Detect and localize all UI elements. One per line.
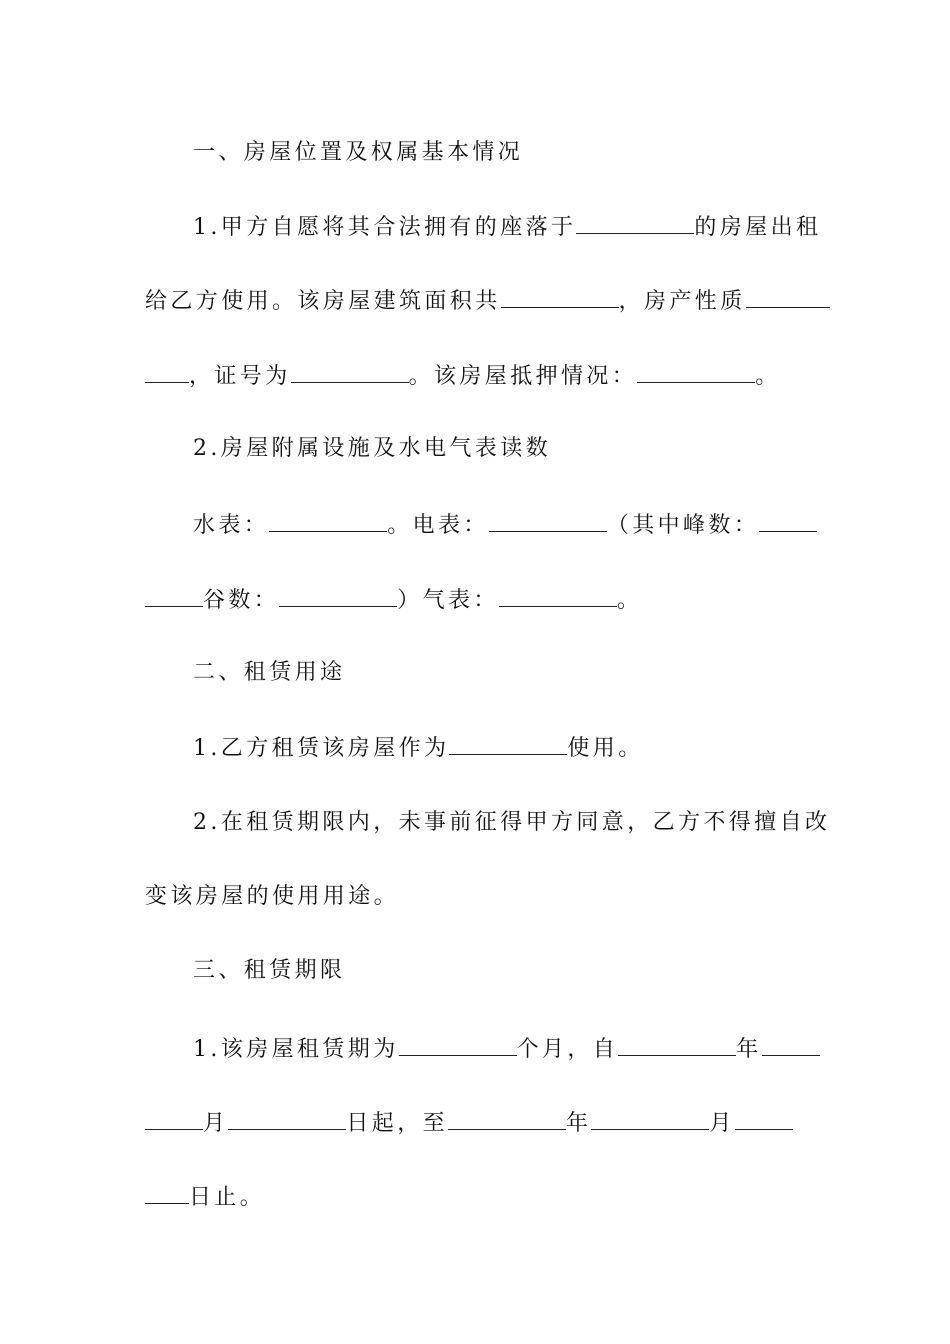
text-span: 1.该房屋租赁期为 [193, 1037, 399, 1062]
text-span: 日起，至 [346, 1111, 449, 1136]
fill-in-blank[interactable] [291, 360, 409, 383]
fill-in-blank[interactable] [637, 360, 755, 383]
text-span: 月 [203, 1111, 229, 1136]
fill-in-blank[interactable] [759, 509, 817, 532]
paragraph-line [145, 285, 830, 317]
paragraph-line [145, 1107, 793, 1139]
text-span: 。该房屋抵押情况： [408, 364, 638, 389]
text-span: 年 [566, 1111, 592, 1136]
fill-in-blank[interactable] [449, 732, 567, 755]
section-heading-property-location: 一、房屋位置及权属基本情况 [193, 140, 524, 165]
text-span: 的房屋出租 [694, 215, 822, 240]
paragraph-line [145, 1181, 265, 1213]
paragraph-line: 2.房屋附属设施及水电气表读数 [193, 436, 551, 461]
text-span: 。 [755, 364, 781, 389]
fill-in-blank[interactable] [145, 360, 189, 383]
fill-in-blank[interactable] [489, 509, 607, 532]
fill-in-blank[interactable] [501, 285, 619, 308]
text-span: 。电表： [387, 513, 489, 538]
paragraph-line [193, 211, 821, 243]
fill-in-blank[interactable] [746, 285, 830, 308]
text-span: 日止。 [189, 1185, 266, 1210]
text-span: 。 [616, 588, 643, 613]
text-span: 给乙方使用。该房屋建筑面积共 [145, 289, 501, 314]
paragraph-line [193, 1033, 820, 1065]
fill-in-blank[interactable] [576, 211, 694, 234]
section-heading-lease-purpose: 二、租赁用途 [193, 660, 346, 685]
text-span: 个月，自 [516, 1037, 619, 1062]
fill-in-blank[interactable] [399, 1033, 517, 1056]
paragraph-line [193, 732, 644, 764]
text-span: 水表： [193, 513, 270, 538]
fill-in-blank[interactable] [145, 1107, 203, 1130]
fill-in-blank[interactable] [145, 584, 203, 607]
paragraph-line: 变该房屋的使用用途。 [145, 884, 400, 909]
text-span: 月 [709, 1111, 735, 1136]
fill-in-blank[interactable] [269, 509, 387, 532]
text-span: 年 [736, 1037, 762, 1062]
text-span: ，证号为 [189, 364, 291, 389]
fill-in-blank[interactable] [228, 1107, 346, 1130]
text-span: ，房产性质 [618, 289, 746, 314]
paragraph-line [193, 509, 817, 541]
fill-in-blank[interactable] [448, 1107, 566, 1130]
fill-in-blank[interactable] [735, 1107, 793, 1130]
paragraph-line [145, 584, 642, 616]
text-span: （其中峰数： [606, 513, 760, 538]
section-heading-lease-term: 三、租赁期限 [193, 958, 346, 983]
text-span: ）气表： [397, 588, 499, 613]
fill-in-blank[interactable] [499, 584, 617, 607]
fill-in-blank[interactable] [145, 1181, 189, 1204]
text-span: 1.乙方租赁该房屋作为 [193, 736, 450, 761]
fill-in-blank[interactable] [279, 584, 397, 607]
fill-in-blank[interactable] [618, 1033, 736, 1056]
text-span: 1.甲方自愿将其合法拥有的座落于 [193, 215, 577, 240]
text-span: 使用。 [567, 736, 644, 761]
fill-in-blank[interactable] [591, 1107, 709, 1130]
paragraph-line: 2.在租赁期限内，未事前征得甲方同意，乙方不得擅自改 [193, 810, 831, 835]
paragraph-line [145, 360, 781, 392]
fill-in-blank[interactable] [762, 1033, 820, 1056]
text-span: 谷数： [203, 588, 280, 613]
